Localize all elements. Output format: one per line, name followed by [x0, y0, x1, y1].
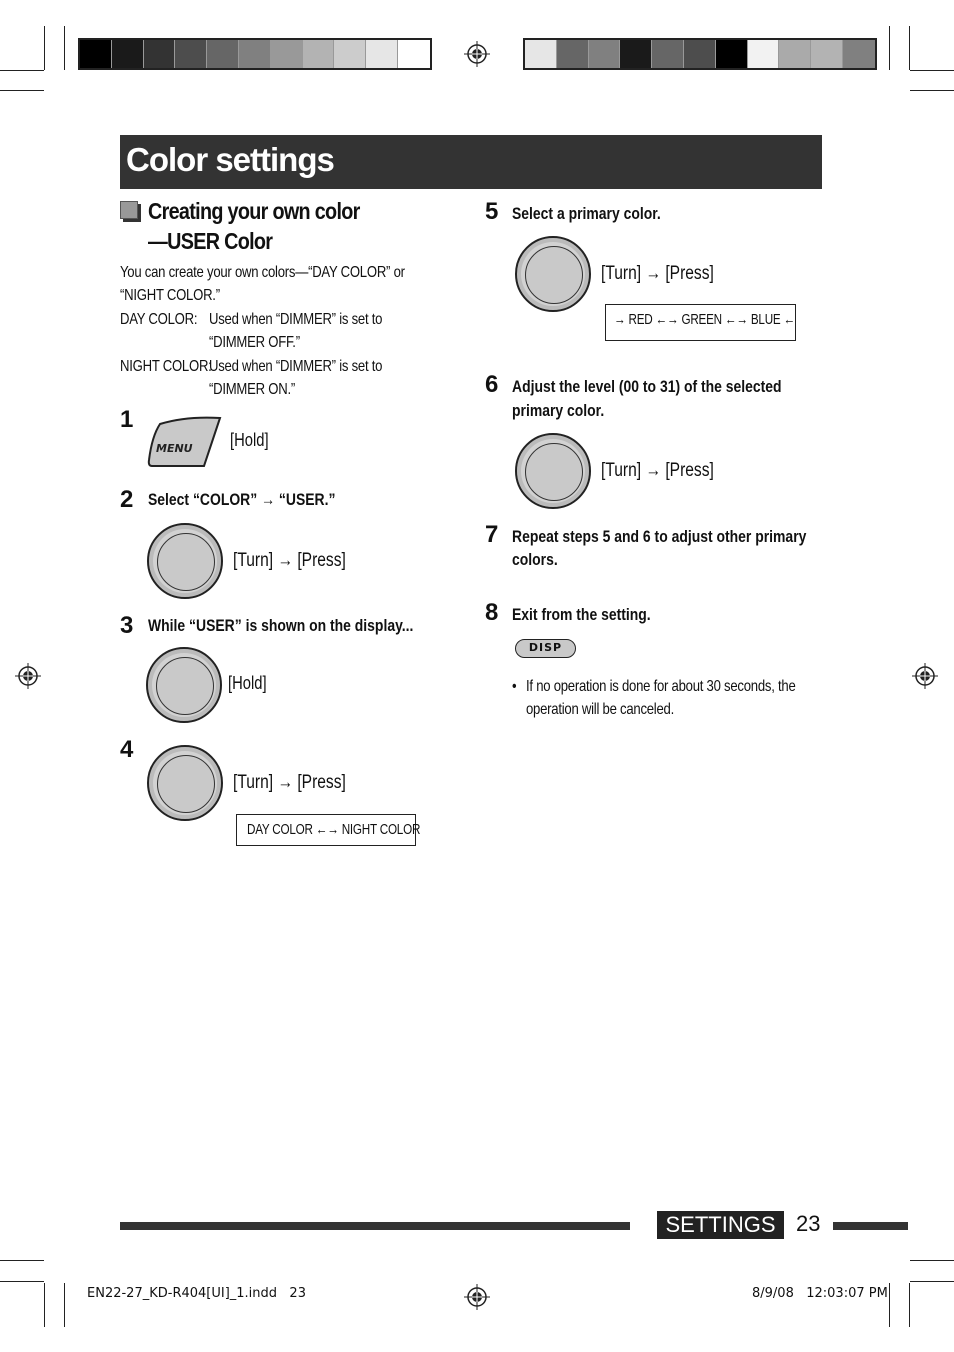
night-color-label: NIGHT COLOR: [120, 358, 212, 375]
registration-mark-icon [464, 1284, 490, 1310]
registration-mark-icon [464, 41, 490, 67]
day-night-color-display [236, 814, 421, 846]
note-line2: operation will be canceled. [526, 701, 674, 718]
control-dial-icon[interactable] [147, 523, 223, 599]
step-2-action: [Turn] → [Press] [233, 550, 346, 571]
control-dial-icon[interactable] [147, 745, 223, 821]
day-night-color-text: DAY COLOR ←→ NIGHT COLOR [247, 821, 421, 838]
slug-timestamp: 8/9/08 12:03:07 PM [752, 1286, 888, 1301]
crop-mark [0, 1281, 44, 1282]
crop-mark [889, 1283, 890, 1327]
step-1-action: [Hold] [230, 430, 269, 450]
note-bullet: • [512, 678, 517, 695]
grayscale-swatch-left [78, 38, 432, 70]
section-heading-line1: Creating your own color [148, 198, 360, 224]
step-1-number: 1 [120, 406, 134, 433]
crop-mark [910, 70, 954, 71]
crop-mark [909, 1283, 910, 1327]
step-4-number: 4 [120, 736, 134, 763]
control-dial-icon[interactable] [146, 647, 222, 723]
step-2-number: 2 [120, 486, 134, 513]
step-3-action: [Hold] [228, 673, 267, 693]
step-3-text: While “USER” is shown on the display... [148, 616, 414, 635]
crop-mark [910, 90, 954, 91]
step-4-action: [Turn] → [Press] [233, 772, 346, 793]
slug-file-info: EN22-27_KD-R404[UI]_1.indd 23 [87, 1286, 306, 1301]
menu-button-icon[interactable] [146, 416, 222, 468]
intro-line1: You can create your own colors—“DAY COLOR” or [120, 264, 405, 281]
page-title: Color settings [126, 141, 334, 178]
step-5-action: [Turn] → [Press] [601, 263, 714, 284]
crop-mark [889, 26, 890, 70]
step-8-number: 8 [485, 599, 499, 626]
step-5-text: Select a primary color. [512, 204, 661, 223]
step-2-text: Select “COLOR” → “USER.” [148, 490, 336, 509]
crop-mark [44, 26, 45, 70]
step-3-number: 3 [120, 612, 134, 639]
crop-mark [64, 1283, 65, 1327]
registration-mark-icon [912, 663, 938, 689]
crop-mark [0, 90, 44, 91]
page-number: 23 [796, 1211, 821, 1236]
day-color-label: DAY COLOR: [120, 311, 198, 328]
step-7-number: 7 [485, 521, 499, 548]
footer-rule-left [120, 1222, 630, 1230]
night-color-desc2: “DIMMER ON.” [209, 381, 295, 398]
intro-line2: “NIGHT COLOR.” [120, 287, 220, 304]
night-color-desc1: Used when “DIMMER” is set to [209, 358, 383, 375]
step-8-text: Exit from the setting. [512, 605, 651, 624]
disp-button[interactable]: DISP [515, 639, 576, 658]
day-color-desc2: “DIMMER OFF.” [209, 334, 300, 351]
note-line1: If no operation is done for about 30 seconds, the [526, 678, 796, 695]
step-7-text-line1: Repeat steps 5 and 6 to adjust other primary [512, 527, 807, 546]
grayscale-swatch-right [523, 38, 877, 70]
control-dial-icon[interactable] [515, 236, 591, 312]
step-6-text-line1: Adjust the level (00 to 31) of the selected [512, 377, 782, 396]
crop-mark [0, 1260, 44, 1261]
step-6-text-line2: primary color. [512, 401, 605, 420]
section-heading-line2: —USER Color [148, 228, 273, 254]
crop-mark [64, 26, 65, 70]
step-6-action: [Turn] → [Press] [601, 460, 714, 481]
crop-mark [909, 26, 910, 70]
control-dial-icon[interactable] [515, 433, 591, 509]
crop-mark [0, 70, 44, 71]
step-5-number: 5 [485, 198, 499, 225]
step-7-text-line2: colors. [512, 550, 558, 569]
primary-color-text: → RED ←→ GREEN ←→ BLUE ← [614, 311, 795, 328]
primary-color-display [605, 304, 796, 341]
crop-mark [910, 1260, 954, 1261]
section-square-icon [120, 201, 138, 219]
crop-mark [910, 1281, 954, 1282]
menu-button-label: MENU [156, 442, 193, 455]
footer-section-label: SETTINGS [657, 1211, 784, 1239]
step-6-number: 6 [485, 371, 499, 398]
crop-mark [44, 1283, 45, 1327]
registration-mark-icon [15, 663, 41, 689]
footer-rule-right [833, 1222, 908, 1230]
day-color-desc1: Used when “DIMMER” is set to [209, 311, 383, 328]
title-bar [120, 135, 822, 189]
